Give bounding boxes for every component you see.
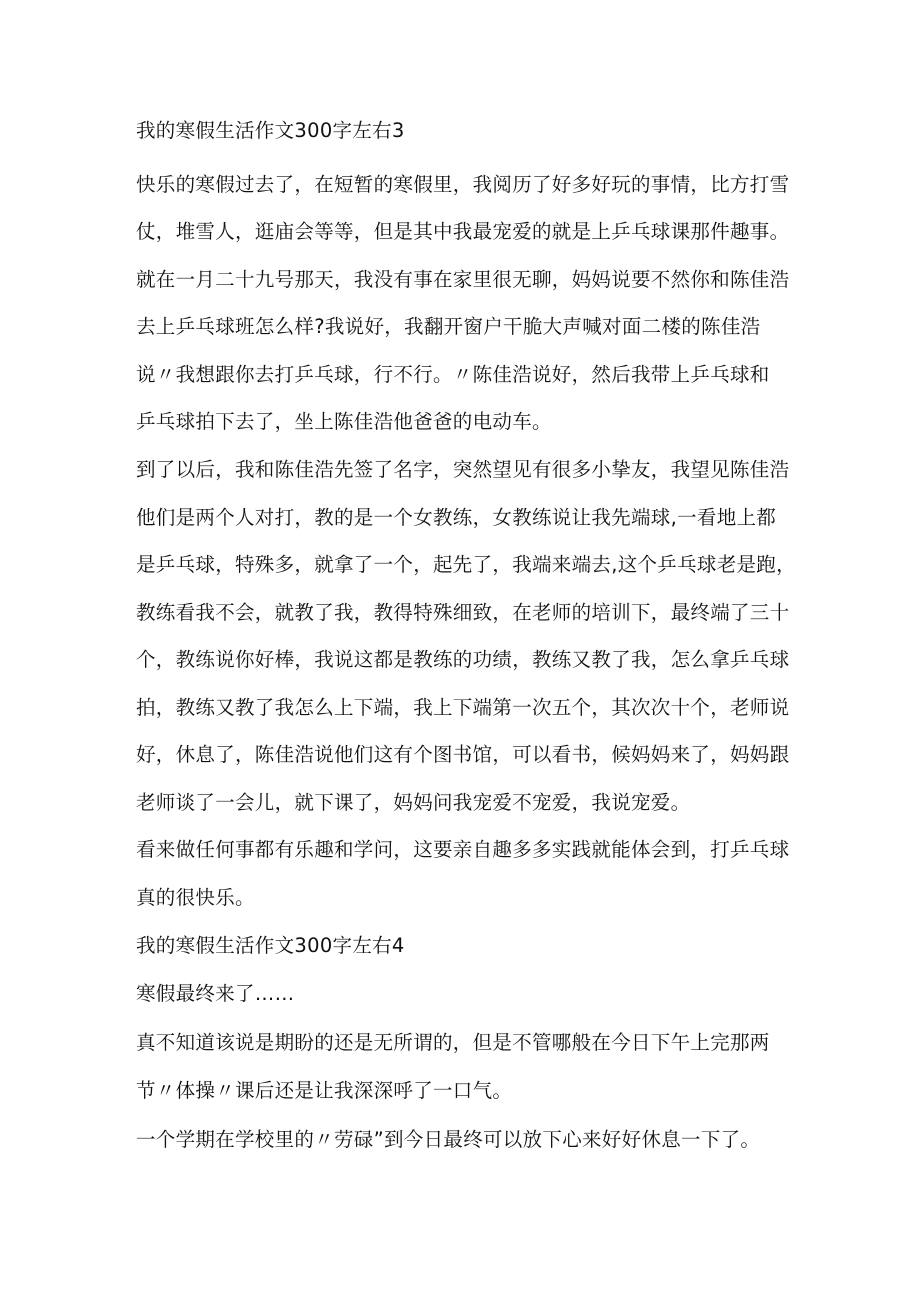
text-line: 是乒乓球，特殊多，就拿了一个，起先了，我端来端去,这个乒乓球老是跑， <box>136 553 796 576</box>
text-line: 乒乓球拍下去了，坐上陈佳浩他爸爸的电动车。 <box>136 410 552 433</box>
text-line: 看来做任何事都有乐趣和学问，这要亲自趣多多实践就能体会到，打乒乓球 <box>136 838 790 861</box>
text-line: 就在一月二十九号那天，我没有事在家里很无聊，妈妈说要不然你和陈佳浩 <box>136 268 790 291</box>
text-line: 好，休息了，陈佳浩说他们这有个图书馆，可以看书，候妈妈来了，妈妈跟 <box>136 743 790 766</box>
text-line: 寒假最终来了…… <box>136 982 295 1005</box>
text-line: 节〃体操〃课后还是让我深深呼了一口气。 <box>136 1079 513 1102</box>
text-line: 个，教练说你好棒，我说这都是教练的功绩，教练又教了我，怎么拿乒乓球 <box>136 648 790 671</box>
text-line: 老师谈了一会儿，就下课了，妈妈问我宠爱不宠爱，我说宠爱。 <box>136 791 691 814</box>
essay-title-3: 我的寒假生活作文300字左右3 <box>136 119 405 142</box>
text-line: 仗，堆雪人，逛庙会等等，但是其中我最宠爱的就是上乒乓球课那件趣事。 <box>136 220 790 243</box>
text-line: 拍，教练又教了我怎么上下端，我上下端第一次五个，其次次十个，老师说 <box>136 696 790 719</box>
text-line: 去上乒乓球班怎么样?我说好，我翻开窗户干脆大声喊对面二楼的陈佳浩 <box>136 315 761 338</box>
text-line: 到了以后，我和陈佳浩先签了名字，突然望见有很多小挚友，我望见陈佳浩 <box>136 458 790 481</box>
essay-title-4: 我的寒假生活作文300字左右4 <box>136 934 405 957</box>
text-line: 一个学期在学校里的〃劳碌”到今日最终可以放下心来好好休息一下了。 <box>136 1128 761 1151</box>
text-line: 说〃我想跟你去打乒乓球，行不行。〃陈佳浩说好，然后我带上乒乓球和 <box>136 363 770 386</box>
text-line: 教练看我不会，就教了我，教得特殊细致，在老师的培训下，最终端了三十 <box>136 601 790 624</box>
text-line: 他们是两个人对打，教的是一个女教练，女教练说让我先端球,一看地上都 <box>136 506 777 529</box>
text-line: 真的很快乐。 <box>136 886 255 909</box>
text-line: 快乐的寒假过去了，在短暂的寒假里，我阅历了好多好玩的事情，比方打雪 <box>136 173 790 196</box>
text-line: 真不知道该说是期盼的还是无所谓的，但是不管哪般在今日下午上完那两 <box>136 1031 770 1054</box>
